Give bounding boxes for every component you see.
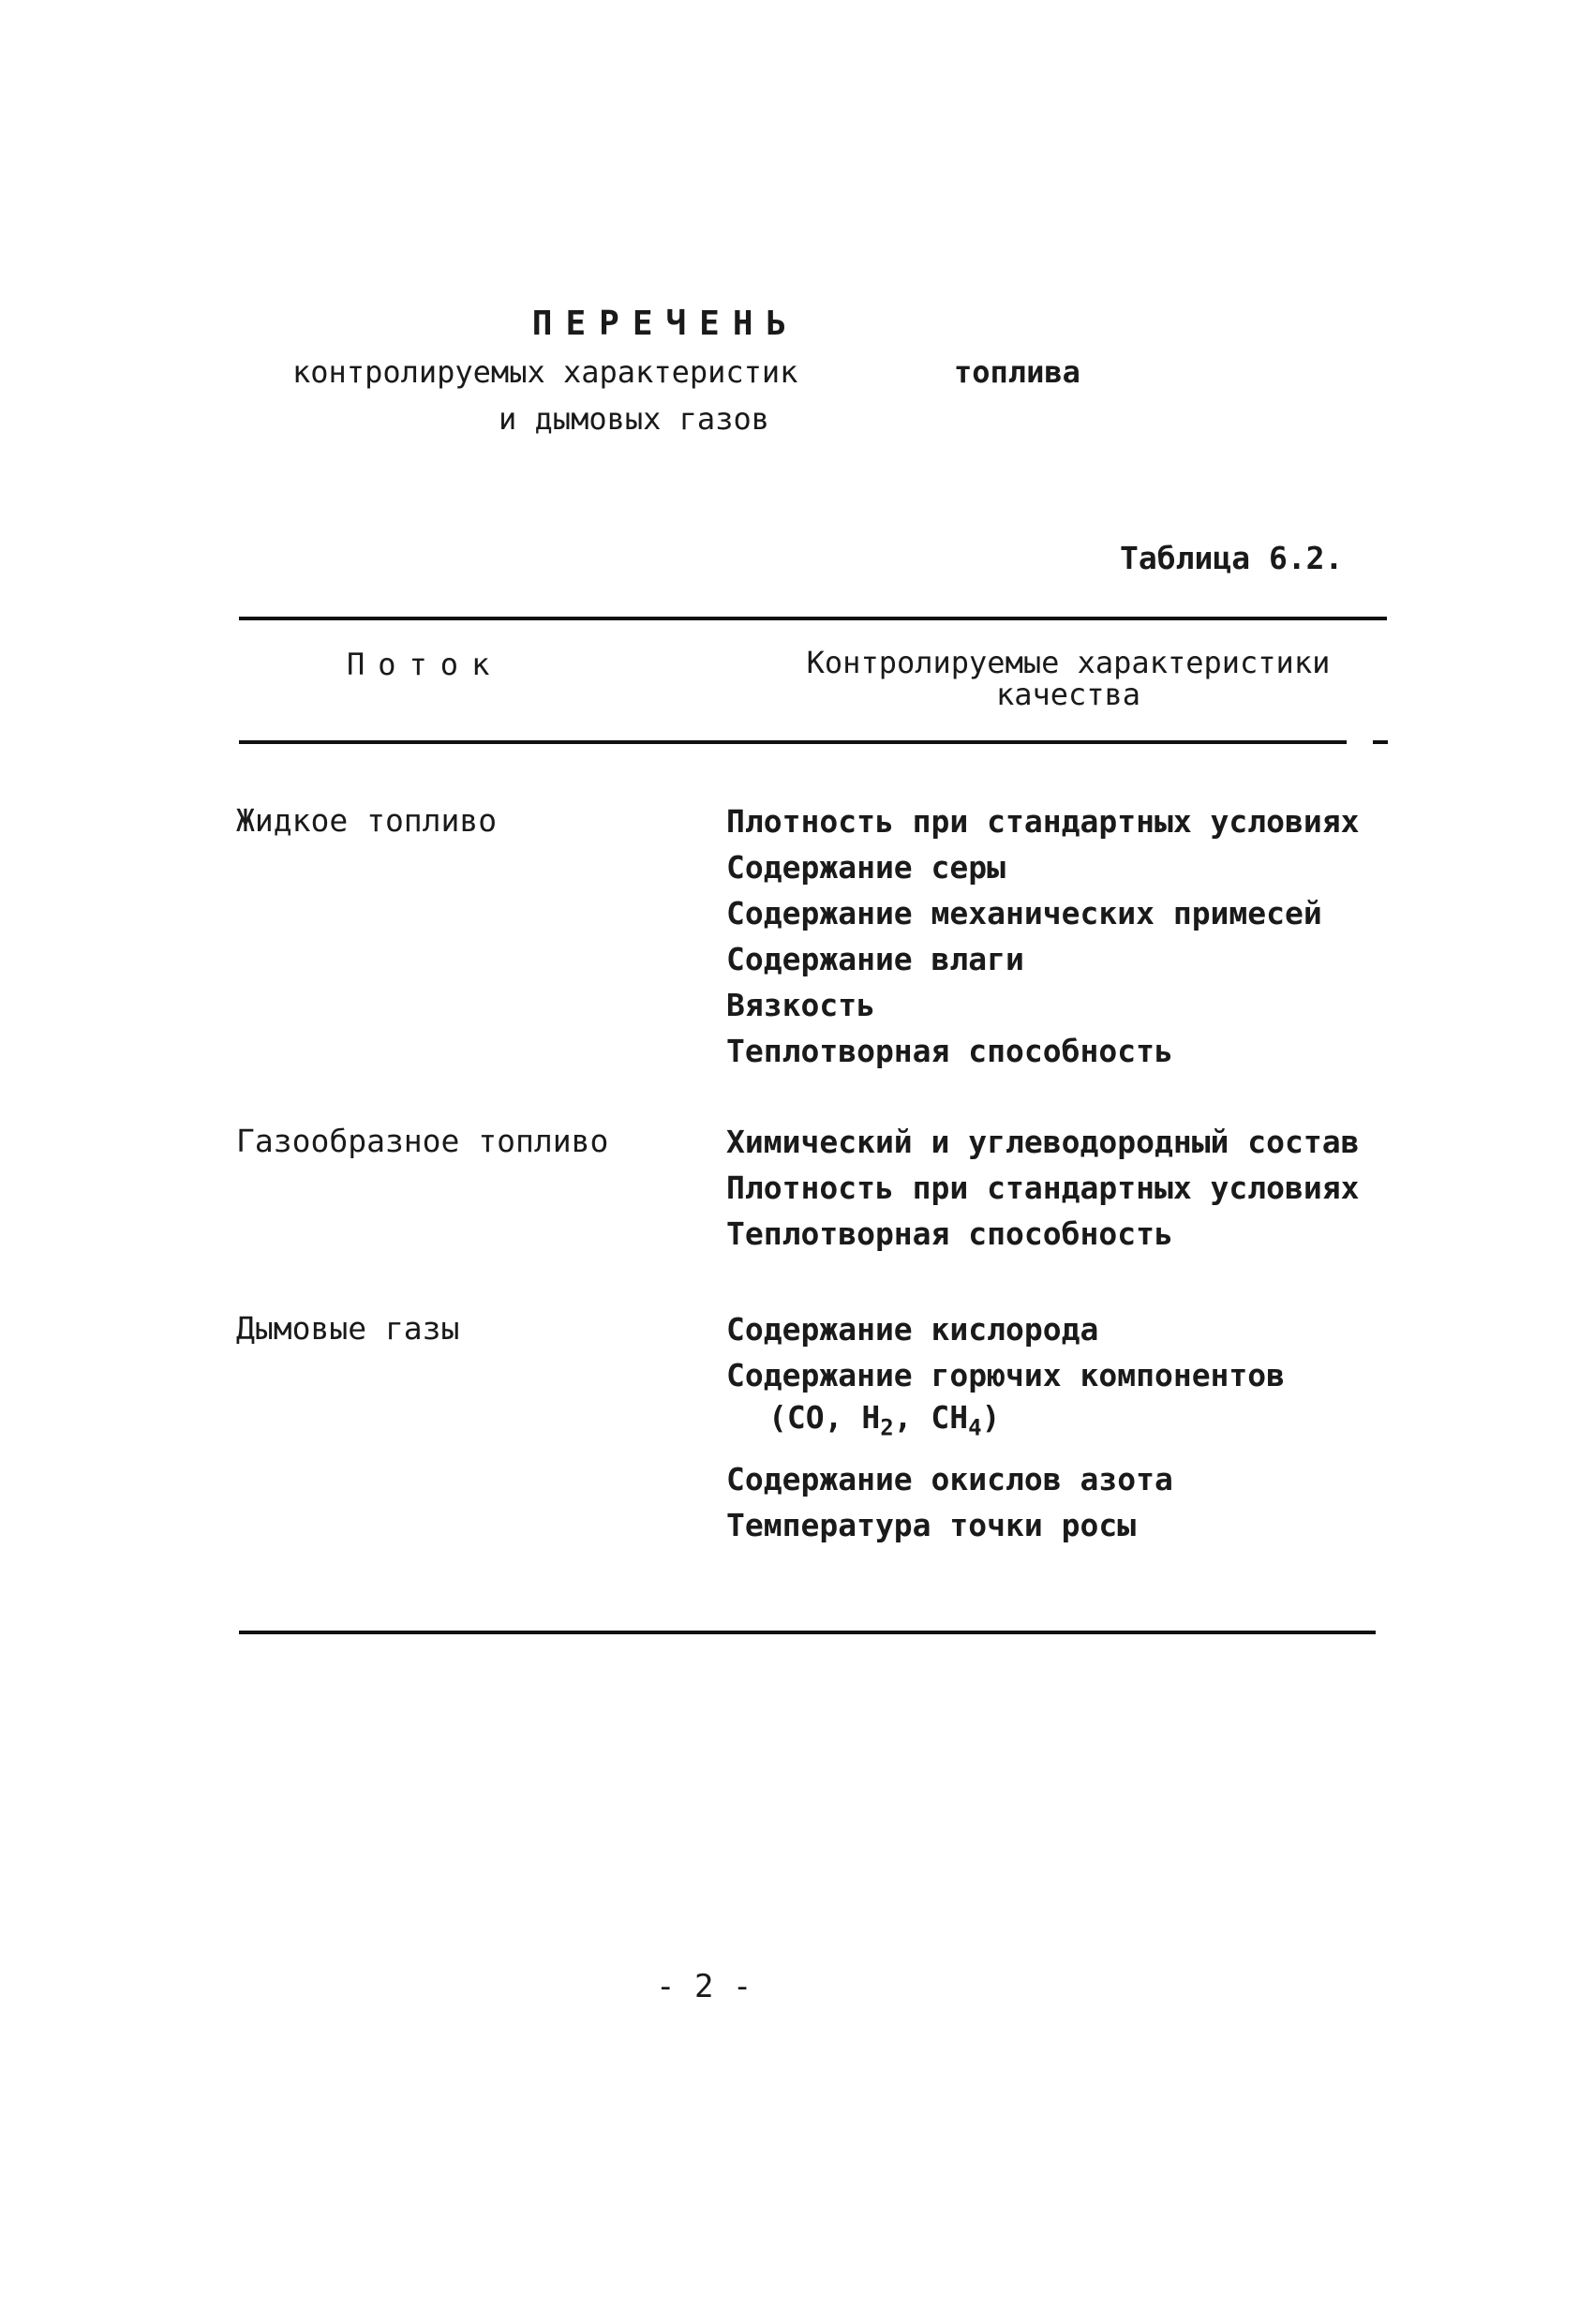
list-item: Содержание серы [726, 849, 1006, 886]
column-header-characteristics [778, 647, 1359, 710]
list-item: Теплотворная способность [726, 1033, 1173, 1069]
list-item: Содержание горючих компонентов [726, 1357, 1286, 1393]
formula-subscript: 4 [968, 1414, 982, 1441]
stream-liquid-fuel: Жидкое топливо [236, 802, 498, 839]
column-header-characteristics-line2: качества [995, 677, 1141, 712]
list-item: Плотность при стандартных условиях [726, 803, 1360, 840]
list-item: Содержание кислорода [726, 1311, 1099, 1348]
stream-flue-gases: Дымовые газы [236, 1310, 460, 1347]
list-item: Содержание влаги [726, 941, 1024, 977]
table-bottom-rule [239, 1631, 1376, 1634]
list-item: Температура точки росы [726, 1507, 1137, 1543]
column-header-characteristics-line1: Контролируемые характеристики [806, 645, 1331, 680]
stream-gaseous-fuel: Газообразное топливо [236, 1123, 609, 1159]
document-subtitle-line1-right: топлива [954, 354, 1080, 390]
list-item: Содержание механических примесей [726, 895, 1322, 931]
characteristics-flue-gases [726, 1306, 1285, 1548]
list-item: Содержание окислов азота [726, 1461, 1173, 1497]
page-number: - 2 - [656, 1968, 752, 2005]
table-header-rule-tail [1373, 740, 1388, 744]
list-item: Теплотворная способность [726, 1215, 1173, 1252]
characteristics-gaseous-fuel [726, 1119, 1360, 1257]
combustible-components-formula [726, 1398, 1285, 1456]
table-number: Таблица 6.2. [1120, 540, 1344, 576]
document-title: ПЕРЕЧЕНЬ [531, 305, 800, 343]
document-subtitle-line2: и дымовых газов [499, 401, 769, 437]
column-header-stream: Поток [347, 647, 503, 682]
list-item: Вязкость [726, 987, 875, 1023]
formula-part: ) [981, 1399, 1001, 1436]
table-header-rule [239, 740, 1347, 744]
list-item: Химический и углеводородный состав [726, 1124, 1360, 1160]
formula-part: , CH [893, 1399, 969, 1436]
document-subtitle-line1: контролируемых характеристик [292, 354, 798, 390]
formula-part: (CO, H [768, 1399, 881, 1436]
table-top-rule [239, 617, 1387, 620]
formula-subscript: 2 [880, 1414, 894, 1441]
list-item: Плотность при стандартных условиях [726, 1169, 1360, 1206]
characteristics-liquid-fuel [726, 798, 1360, 1074]
